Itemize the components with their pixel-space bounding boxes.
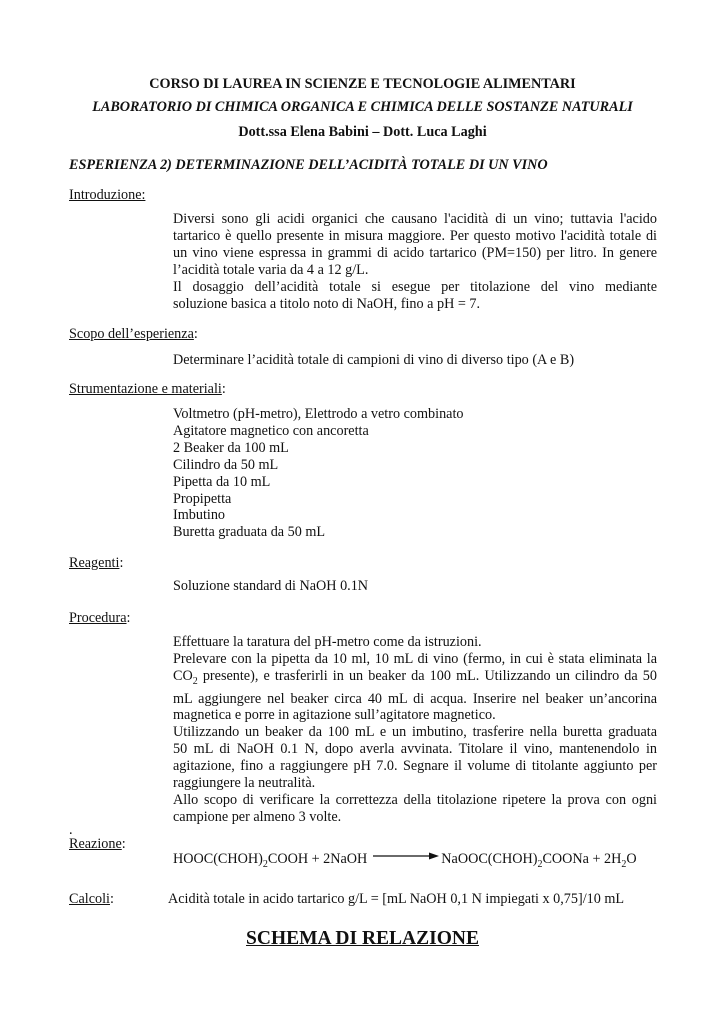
schema-title: SCHEMA DI RELAZIONE	[246, 928, 479, 949]
co2-subscript: 2	[192, 675, 198, 687]
co2-text: CO	[173, 667, 193, 684]
lab-title: LABORATORIO DI CHIMICA ORGANICA E CHIMICA DELLE SOSTANZE NATURALI	[92, 99, 633, 115]
procedura-line: magnetica e porre in agitazione sull’agitatore magnetico.	[173, 707, 496, 724]
scopo-colon: :	[193, 326, 198, 342]
list-item: Buretta graduata da 50 mL	[173, 524, 326, 541]
list-item: Cilindro da 50 mL	[173, 456, 279, 473]
section-reazione-label	[69, 836, 126, 853]
procedura-line: Effettuare la taratura del pH-metro come da istruzioni.	[173, 634, 482, 650]
reazione-colon: :	[121, 836, 126, 852]
section-procedura-label	[69, 610, 130, 627]
stray-dot: .	[69, 822, 73, 838]
water-rest: O	[626, 851, 637, 867]
reazione-label-text: Reazione	[69, 836, 122, 852]
reactant-1-rest: COOH + 2NaOH	[267, 851, 368, 867]
product-1: NaOOC(CHOH)	[441, 851, 538, 867]
list-item: Propipetta	[173, 490, 232, 507]
intro-line: soluzione basica a titolo noto di NaOH, fino a pH = 7.	[173, 295, 481, 312]
water-subscript: 2	[621, 859, 627, 870]
intro-line: l’acidità totale varia da 4 a 12 g/L.	[173, 261, 369, 278]
intro-line: Diversi sono gli acidi organici che causano l'acidità di un vino; tuttavia l'acido	[173, 211, 657, 227]
list-item: Voltmetro (pH-metro), Elettrodo a vetro combinato	[173, 406, 464, 422]
procedura-line: raggiungere la neutralità.	[173, 775, 316, 792]
list-item: Agitatore magnetico con ancoretta	[173, 422, 369, 439]
reagenti-label-text: Reagenti	[69, 555, 120, 571]
strumentazione-colon: :	[221, 381, 226, 397]
procedura-line: agitazione, fino a raggiungere pH 7.0. Segnare il volume di titolante aggiunto per	[173, 758, 657, 775]
intro-line: Il dosaggio dell’acidità totale si esegue per titolazione del vino mediante	[173, 278, 657, 295]
product-1-subscript: 2	[537, 859, 543, 870]
procedura-text	[173, 634, 657, 826]
list-item: Imbutino	[173, 507, 226, 524]
strumentazione-label-text: Strumentazione e materiali	[69, 381, 222, 397]
reactant-1-subscript: 2	[262, 859, 268, 870]
reaction-equation	[173, 851, 637, 870]
list-item: 2 Beaker da 100 mL	[173, 439, 289, 456]
product-1-rest: COONa + 2H	[542, 851, 622, 867]
scopo-text	[173, 352, 657, 369]
reaction-arrow-icon	[371, 851, 439, 861]
procedura-label-text: Procedura	[69, 610, 127, 626]
procedura-line: 50 mL di NaOH 0.1 N, dopo averla avvinata. Titolare il vino, mantenendolo in	[173, 741, 657, 758]
section-calcoli-label	[69, 891, 114, 908]
section-introduzione-label	[69, 187, 145, 204]
introduzione-label-text: Introduzione:	[69, 187, 146, 203]
reagenti-colon: :	[119, 555, 124, 571]
calcoli-formula: Acidità totale in acido tartarico g/L = [mL NaOH 0,1 N impiegati x 0,75]/10 mL	[168, 891, 625, 907]
intro-line: un vino viene espressa in grammi di acido tartarico (PM=150) per litro. In genere	[173, 244, 657, 261]
procedura-colon: :	[126, 610, 131, 626]
scopo-line: Determinare l’acidità totale di campioni di vino di diverso tipo (A e B)	[173, 352, 575, 368]
intro-line: tartarico è quello presente in misura maggiore. Per questo motivo l'acidità totale di	[173, 227, 657, 244]
section-scopo-label	[69, 326, 198, 343]
strumentazione-list	[173, 406, 657, 541]
procedura-line: Prelevare con la pipetta da 10 ml, 10 mL di vino (fermo, in cui è stata eliminata la	[173, 650, 657, 667]
experiment-title: ESPERIENZA 2) DETERMINAZIONE DELL’ACIDITÀ TOTALE DI UN VINO	[69, 157, 548, 173]
calcoli-colon: :	[109, 891, 114, 907]
procedura-line: Utilizzando un beaker da 100 mL e un imbutino, trasferire nella buretta graduata	[173, 724, 657, 741]
reactant-1: HOOC(CHOH)	[173, 851, 263, 867]
course-title: CORSO DI LAUREA IN SCIENZE E TECNOLOGIE ALIMENTARI	[149, 76, 576, 92]
section-strumentazione-label	[69, 381, 226, 398]
reagenti-line: Soluzione standard di NaOH 0.1N	[173, 578, 369, 594]
introduzione-text	[173, 211, 657, 312]
procedura-line	[173, 668, 657, 691]
teachers: Dott.ssa Elena Babini – Dott. Luca Laghi	[238, 124, 487, 140]
list-item: Pipetta da 10 mL	[173, 473, 271, 490]
procedura-line: Allo scopo di verificare la correttezza della titolazione ripetere la prova con ogni	[173, 791, 657, 808]
scopo-label-text: Scopo dell’esperienza	[69, 326, 194, 342]
calcoli-label-text: Calcoli	[69, 891, 110, 907]
procedura-line: campione per almeno 3 volte.	[173, 808, 342, 825]
procedura-line: mL aggiungere nel beaker circa 40 mL di acqua. Inserire nel beaker un’ancorina	[173, 690, 657, 707]
section-reagenti-label	[69, 555, 123, 572]
reagenti-text	[173, 578, 657, 595]
procedura-line-rest: presente), e trasferirli in un beaker da 100 mL. Utilizzando un cilindro da 50	[197, 667, 657, 684]
